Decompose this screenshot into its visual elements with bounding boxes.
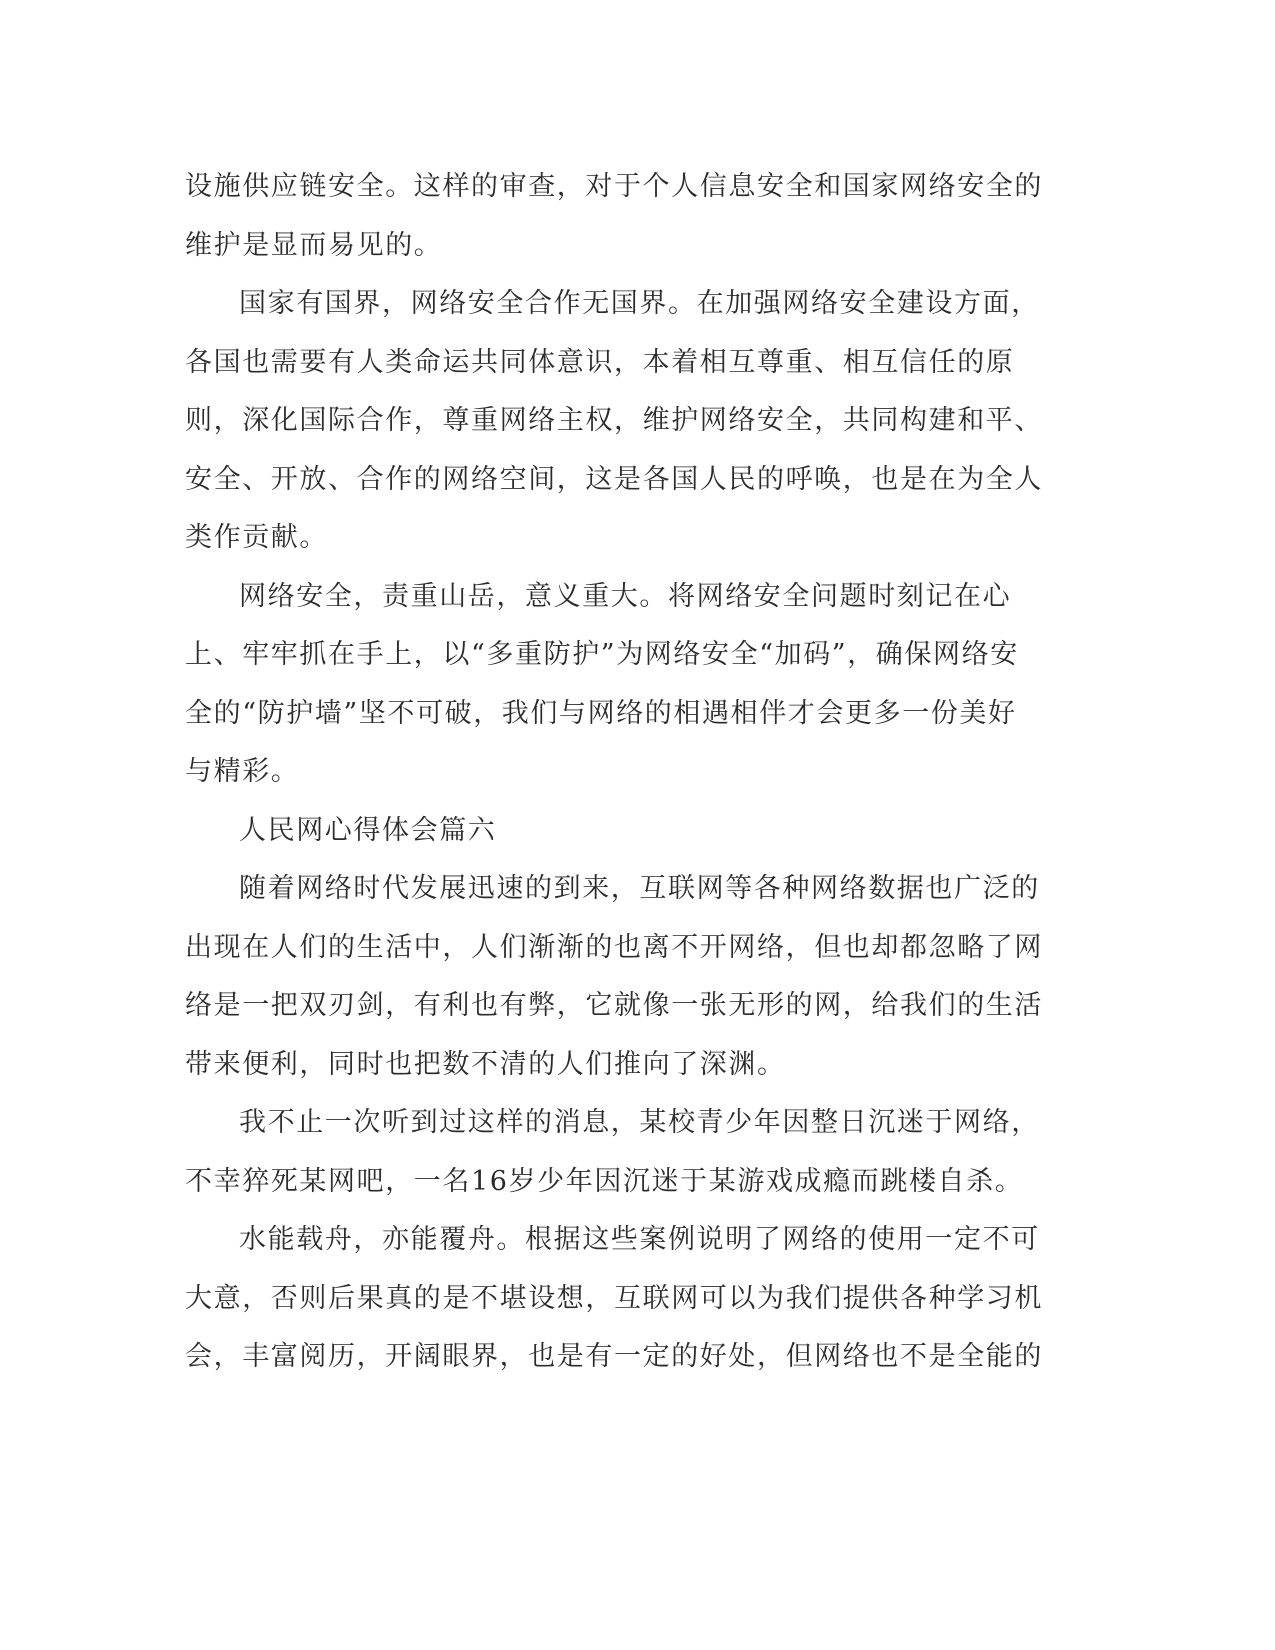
paragraph-cooperation: 国家有国界，网络安全合作无国界。在加强网络安全建设方面，各国也需要有人类命运共同体意识，本着相互尊重、相互信任的原则，深化国际合作，尊重网络主权，维护网络安全，共同构建和平、安全、开放、合作的网络空间，这是各国人民的呼唤，也是在为全人类作贡献。	[185, 288, 1043, 553]
document-body	[185, 158, 1045, 1387]
paragraph-continued: 设施供应链安全。这样的审查，对于个人信息安全和国家网络安全的维护是显而易见的。	[185, 171, 1043, 261]
section-heading: 人民网心得体会篇六	[239, 814, 497, 846]
paragraph-responsibility: 网络安全，责重山岳，意义重大。将网络安全问题时刻记在心上、牢牢抓在手上，以“多重防护”为网络安全“加码”，确保网络安全的“防护墙”坚不可破，我们与网络的相遇相伴才会更多一份美好与精彩。	[185, 580, 1019, 787]
paragraph-network-era: 随着网络时代发展迅速的到来，互联网等各种网络数据也广泛的出现在人们的生活中，人们渐渐的也离不开网络，但也却都忽略了网络是一把双刃剑，有利也有弊，它就像一张无形的网，给我们的生活带来便利，同时也把数不清的人们推向了深渊。	[185, 873, 1043, 1080]
paragraph-water-boat: 水能载舟，亦能覆舟。根据这些案例说明了网络的使用一定不可大意，否则后果真的是不堪设想，互联网可以为我们提供各种学习机会，丰富阅历，开阔眼界，也是有一定的好处，但网络也不是全能的	[185, 1224, 1043, 1372]
paragraph-news: 我不止一次听到过这样的消息，某校青少年因整日沉迷于网络，不幸猝死某网吧，一名16岁少年因沉迷于某游戏成瘾而跳楼自杀。	[185, 1107, 1040, 1197]
